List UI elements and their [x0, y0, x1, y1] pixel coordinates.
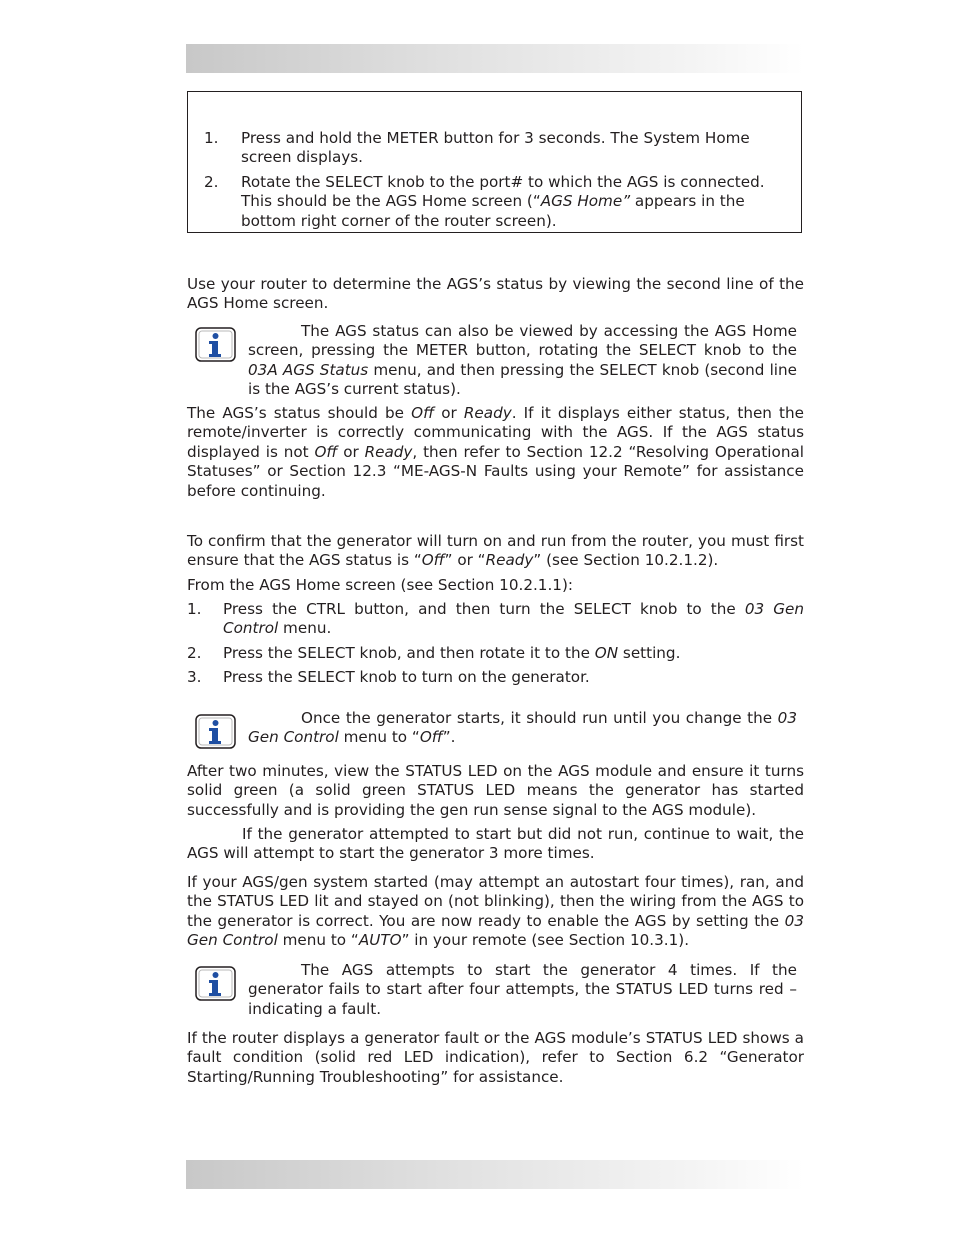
- note-status-access: The AGS status can also be viewed by accessing the AGS Home screen, pressing the METER button, rotating the SELECT knob to the 03A AGS Status menu, and then pressing the SELECT knob (second line is the AGS’s current status).: [248, 322, 797, 399]
- info-note-icon: [195, 327, 236, 362]
- note-start-attempts: The AGS attempts to start the generator 4 times. If the generator fails to start after four attempts, the STATUS LED turns red – indicating a fault.: [248, 961, 797, 1018]
- procedure-steps: [204, 129, 788, 236]
- confirm-paragraph: To confirm that the generator will turn on and run from the router, you must first ensure that the AGS status is “Off” or “Ready” (see Section 10.2.1.2).: [187, 532, 804, 570]
- list-item: [204, 173, 788, 231]
- from-home-paragraph: From the AGS Home screen (see Section 10.2.1.1):: [187, 576, 574, 594]
- attempted-start-paragraph: If the generator attempted to start but did not run, continue to wait, the AGS will attempt to start the generator 3 more times.: [187, 825, 804, 863]
- list-item: 2. Press the SELECT knob, and then rotate it to the ON setting.: [187, 643, 681, 662]
- step-number: 1.: [204, 129, 219, 147]
- header-band: [186, 44, 804, 73]
- list-item: 1. Press the CTRL button, and then turn the SELECT knob to the 03 Gen Control menu.: [187, 600, 804, 638]
- step-text: Press and hold the METER button for 3 seconds. The System Home screen displays.: [241, 129, 750, 167]
- system-started-paragraph: If your AGS/gen system started (may attempt an autostart four times), ran, and the STATUS LED lit and stayed on (not blinking), then the wiring from the AGS to the generator is correct. You are now ready to enable the AGS by setting the 03 Gen Control menu to “AUTO” in your remote (see Section 10.3.1).: [187, 873, 804, 950]
- step-text-italic: AGS Home”: [540, 192, 631, 211]
- info-note-icon: [195, 714, 236, 749]
- list-item: 3. Press the SELECT knob to turn on the generator.: [187, 668, 590, 687]
- info-note-icon: [195, 966, 236, 1001]
- gen-control-steps: [187, 600, 804, 693]
- status-paragraph: The AGS’s status should be Off or Ready. If it displays either status, then the remote/inverter is correctly communicating with the AGS. If the AGS status displayed is not Off or Ready, then refer to Section 12.2 “Resolving Operational Statuses” or Section 12.3 “ME-AGS-N Faults using your Remote” for assistance before continuing.: [187, 404, 804, 500]
- fault-paragraph: If the router displays a generator fault or the AGS module’s STATUS LED shows a fault condition (solid red LED indication), refer to Section 6.2 “Generator Starting/Running Troubleshooting” for assistance.: [187, 1029, 804, 1086]
- step-number: 2.: [204, 172, 219, 191]
- step-text: Rotate the SELECT knob to the port# to which the AGS is connected. This should be the AGS Home screen (“: [241, 172, 765, 211]
- footer-band: [186, 1160, 804, 1189]
- status-intro-paragraph: Use your router to determine the AGS’s status by viewing the second line of the AGS Home screen.: [187, 275, 804, 313]
- procedure-box: [187, 91, 802, 233]
- list-item: [204, 129, 788, 168]
- after-two-minutes-paragraph: After two minutes, view the STATUS LED on the AGS module and ensure it turns solid green (a solid green STATUS LED means the generator has started successfully and is providing the gen run sense signal to the AGS module).: [187, 762, 804, 819]
- note-generator-run: Once the generator starts, it should run until you change the 03 Gen Control menu to “Off”.: [248, 709, 797, 747]
- step-text: appears in the bottom right corner of the router screen).: [241, 192, 745, 230]
